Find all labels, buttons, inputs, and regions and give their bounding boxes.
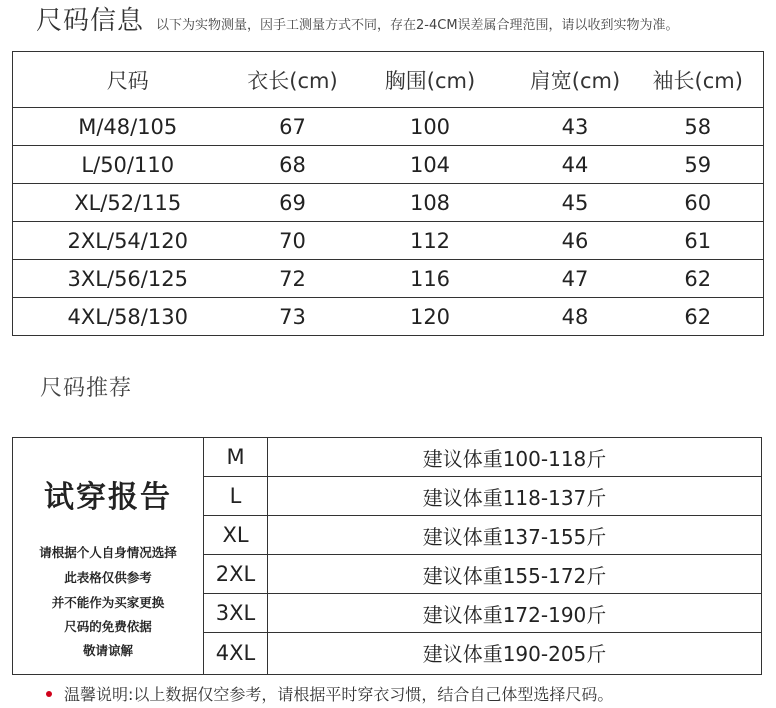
table-cell: 45 [518, 184, 633, 222]
column-header: 衣长(cm) [243, 52, 343, 108]
recommend-weight: 建议体重155-172斤 [268, 555, 761, 594]
table-cell: 104 [343, 146, 518, 184]
table-cell: 58 [633, 108, 764, 146]
recommend-size: 2XL [204, 555, 267, 594]
table-row [13, 260, 764, 298]
report-title: 试穿报告 [44, 480, 172, 515]
recommend-weight: 建议体重137-155斤 [268, 516, 761, 555]
recommend-title: 尺码推荐 [40, 376, 133, 401]
table-cell: 62 [633, 260, 764, 298]
recommend-size: M [204, 438, 267, 477]
table-cell: 47 [518, 260, 633, 298]
table-cell: M/48/105 [13, 108, 243, 146]
footer-note [46, 682, 613, 705]
recommend-weight: 建议体重172-190斤 [268, 594, 761, 633]
recommend-weight: 建议体重100-118斤 [268, 438, 761, 477]
column-header: 肩宽(cm) [518, 52, 633, 108]
table-cell: 46 [518, 222, 633, 260]
table-cell: 43 [518, 108, 633, 146]
table-cell: 68 [243, 146, 343, 184]
recommend-weight: 建议体重190-205斤 [422, 642, 607, 666]
footer-text: 温馨说明:以上数据仅空参考，请根据平时穿衣习惯，结合自己体型选择尺码。 [64, 685, 614, 704]
fitting-report-panel [13, 438, 204, 674]
recommend-size: XL [204, 516, 267, 555]
note-line: 并不能作为买家更换 [51, 595, 165, 610]
recommend-table [12, 437, 762, 675]
recommend-size: 4XL [215, 640, 256, 665]
table-row [13, 184, 764, 222]
table-cell: 2XL/54/120 [13, 222, 243, 260]
page-title: 尺码信息 [36, 6, 145, 36]
column-header: 尺码 [13, 52, 243, 108]
table-cell: 112 [343, 222, 518, 260]
table-cell: 59 [633, 146, 764, 184]
column-header: 胸围(cm) [343, 52, 518, 108]
note-line: 此表格仅供参考 [64, 570, 152, 585]
table-row [13, 146, 764, 184]
table-cell: 61 [633, 222, 764, 260]
bullet-dot-icon [46, 691, 52, 697]
table-cell: 60 [633, 184, 764, 222]
table-cell: 73 [243, 298, 343, 336]
recommend-size: 3XL [204, 594, 267, 633]
recommend-weight-column [268, 438, 761, 674]
column-header: 袖长(cm) [633, 52, 764, 108]
table-cell: 116 [343, 260, 518, 298]
table-cell: 70 [243, 222, 343, 260]
table-row [13, 108, 764, 146]
note-line: 尺码的免费依据 [64, 619, 152, 634]
table-cell: 67 [243, 108, 343, 146]
table-cell: 62 [633, 298, 764, 336]
table-cell: 100 [343, 108, 518, 146]
page-subtitle: 以下为实物测量，因手工测量方式不同，存在2-4CM误差属合理范围，请以收到实物为准。 [156, 18, 679, 33]
note-line: 请根据个人自身情况选择 [39, 545, 177, 560]
table-cell: 44 [518, 146, 633, 184]
table-header-row [13, 52, 764, 108]
table-cell: 72 [243, 260, 343, 298]
recommend-size: L [204, 477, 267, 516]
size-table [12, 51, 764, 336]
table-row [13, 222, 764, 260]
table-cell: 3XL/56/125 [13, 260, 243, 298]
table-row [13, 298, 764, 336]
table-cell: 48 [518, 298, 633, 336]
table-cell: L/50/110 [13, 146, 243, 184]
recommend-weight: 建议体重118-137斤 [268, 477, 761, 516]
recommend-size-column [204, 438, 268, 674]
table-cell: 108 [343, 184, 518, 222]
note-line: 敬请谅解 [82, 643, 133, 658]
table-cell: 120 [343, 298, 518, 336]
table-cell: 4XL/58/130 [13, 298, 243, 336]
table-cell: XL/52/115 [13, 184, 243, 222]
table-cell: 69 [243, 184, 343, 222]
header [36, 0, 679, 36]
